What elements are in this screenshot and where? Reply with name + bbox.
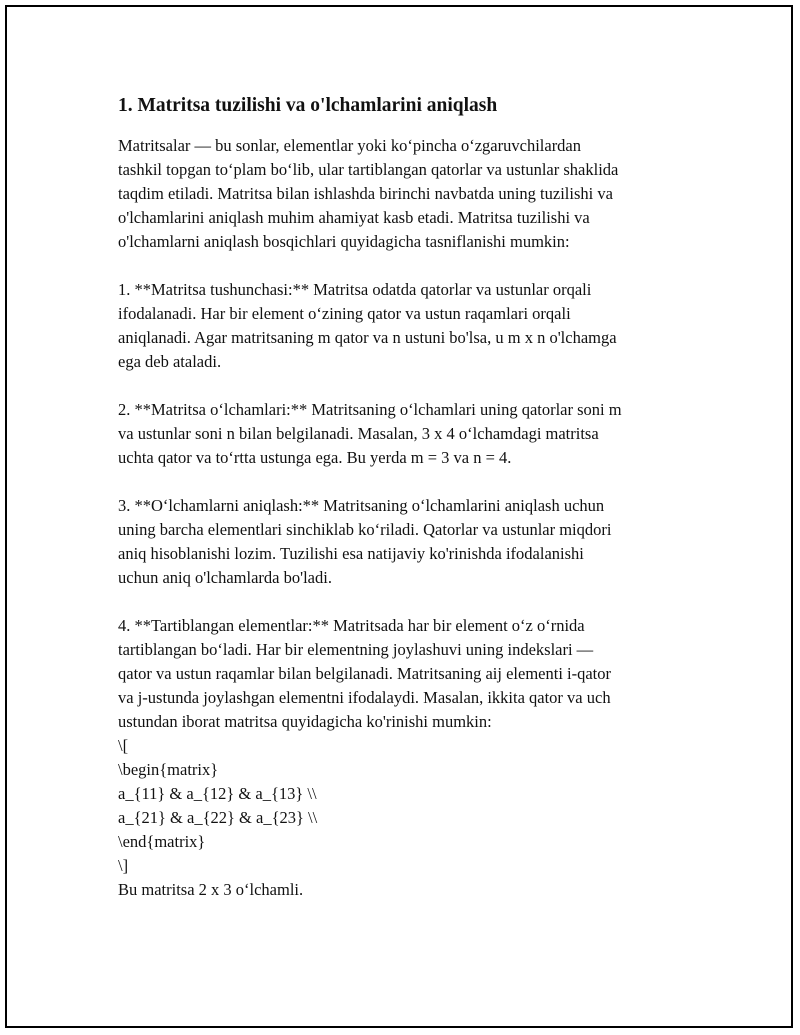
paragraph-line: va ustunlar soni n bilan belgilanadi. Masalan, 3 x 4 o‘lchamdagi matritsa	[118, 424, 599, 443]
paragraph-line: 1. **Matritsa tushunchasi:** Matritsa odatda qatorlar va ustunlar orqali	[118, 280, 592, 299]
latex-line: \[	[118, 736, 129, 755]
paragraph-line: Matritsalar — bu sonlar, elementlar yoki ko‘pincha o‘zgaruvchilardan	[118, 136, 582, 155]
paragraph-line: o'lchamlarni aniqlash bosqichlari quyidagicha tasniflanishi mumkin:	[118, 232, 570, 251]
latex-line: \end{matrix}	[118, 832, 206, 851]
paragraph-line: qator va ustun raqamlar bilan belgilanadi. Matritsaning aij elementi i-qator	[118, 664, 612, 683]
paragraph-line: 3. **O‘lchamlarni aniqlash:** Matritsaning o‘lchamlarini aniqlash uchun	[118, 496, 605, 515]
paragraph-line: ifodalanadi. Har bir element o‘zining qator va ustun raqamlari orqali	[118, 304, 571, 323]
paragraph-line: Bu matritsa 2 x 3 o‘lchamli.	[118, 880, 304, 899]
latex-line: \]	[118, 856, 129, 875]
paragraph-line: o'lchamlarini aniqlash muhim ahamiyat kasb etadi. Matritsa tuzilishi va	[118, 208, 590, 227]
paragraph-line: 4. **Tartiblangan elementlar:** Matritsada har bir element o‘z o‘rnida	[118, 616, 585, 635]
list-item-2	[118, 398, 688, 470]
paragraph-line: taqdim etiladi. Matritsa bilan ishlashda birinchi navbatda uning tuzilishi va	[118, 184, 613, 203]
list-item-4	[118, 614, 688, 902]
paragraph-line: uchun aniq o'lchamlarda bo'ladi.	[118, 568, 332, 587]
document-body	[118, 92, 688, 902]
list-item-1	[118, 278, 688, 374]
latex-line: a_{11} & a_{12} & a_{13} \\	[118, 784, 317, 803]
latex-line: a_{21} & a_{22} & a_{23} \\	[118, 808, 318, 827]
paragraph-line: ega deb ataladi.	[118, 352, 222, 371]
paragraph-line: aniqlanadi. Agar matritsaning m qator va n ustuni bo'lsa, u m x n o'lchamga	[118, 328, 617, 347]
paragraph-line: tartiblangan bo‘ladi. Har bir elementning joylashuvi uning indekslari —	[118, 640, 594, 659]
paragraph-line: tashkil topgan to‘plam bo‘lib, ular tartiblangan qatorlar va ustunlar shaklida	[118, 160, 619, 179]
paragraph-line: uchta qator va to‘rtta ustunga ega. Bu yerda m = 3 va n = 4.	[118, 448, 512, 467]
paragraph-line: ustundan iborat matritsa quyidagicha ko'rinishi mumkin:	[118, 712, 492, 731]
paragraph-line: uning barcha elementlari sinchiklab ko‘riladi. Qatorlar va ustunlar miqdori	[118, 520, 612, 539]
intro-paragraph	[118, 134, 688, 254]
section-heading: 1. Matritsa tuzilishi va o'lchamlarini aniqlash	[118, 95, 498, 116]
latex-line: \begin{matrix}	[118, 760, 219, 779]
paragraph-line: 2. **Matritsa o‘lchamlari:** Matritsaning o‘lchamlari uning qatorlar soni m	[118, 400, 622, 419]
paragraph-line: aniq hisoblanishi lozim. Tuzilishi esa natijaviy ko'rinishda ifodalanishi	[118, 544, 584, 563]
paragraph-line: va j-ustunda joylashgan elementni ifodalaydi. Masalan, ikkita qator va uch	[118, 688, 611, 707]
list-item-3	[118, 494, 688, 590]
